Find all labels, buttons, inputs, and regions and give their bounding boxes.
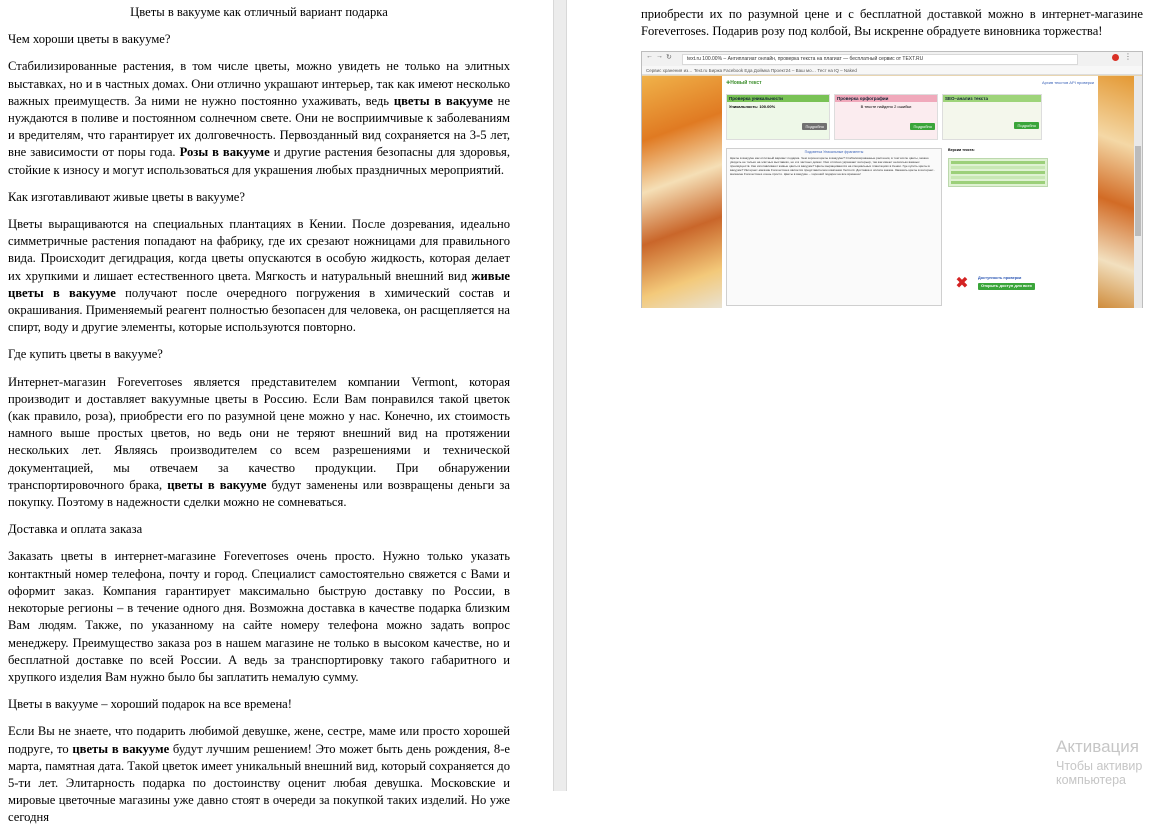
promo-block (978, 276, 1044, 290)
section-heading: Как изготавливают живые цветы в вакууме? (8, 189, 245, 204)
seo-box (942, 94, 1042, 140)
document-title: Цветы в вакууме как отличный вариант подарка (130, 5, 388, 19)
section-heading: Доставка и оплата заказа (8, 522, 143, 537)
document-body (8, 4, 510, 837)
spelling-box (834, 94, 938, 140)
uniqueness-box (726, 94, 830, 140)
promo-title: Доступность проверки (978, 276, 1022, 280)
section-heading: Цветы в вакууме – хороший подарок на все времена! (8, 697, 292, 712)
paragraph: Интернет-магазин Foreverroses является представителем компании Vermont, которая производит и доставляет вакуумные цветы в Россию. Если Вам понравился такой цветок (как правило, роза), приобрести его по разумной цене можно у нас. Конечно, их стоимость намного выше простых цветов, но ведь они не теряют внешний вид на протяжении нескольких лет. Являясь производителем со всем разрешениями и технической документацией, мы отвечаем за качество продукции. При обнаружении транспортировочного брака, цветы в вакууме будут заменены или возвращены деньги за покупку. Поэтому в надежности сделки можно не сомневаться. (8, 374, 510, 510)
windows-activation-watermark: Активация Чтобы активир компьютера (1056, 737, 1143, 787)
document-page-left (0, 0, 553, 825)
spelling-subtitle: В тексте найдено 2 ошибки (860, 104, 912, 109)
menu-icon: ⋮ (1124, 52, 1132, 61)
uniqueness-title: Проверка уникальности (727, 95, 829, 102)
results-sidebar (948, 148, 1048, 306)
document-page-right (567, 0, 1160, 791)
document-body-continued (641, 6, 1143, 40)
browser-scrollbar (1134, 76, 1142, 308)
section-heading: Чем хороши цветы в вакууме? (8, 32, 171, 47)
address-bar: text.ru 100.00% – Антиплагиат онлайн, проверка текста на плагиат — бесплатный сервис от TEXT.RU (682, 54, 1078, 65)
forward-icon: → (656, 53, 663, 60)
paragraph: приобрести их по разумной цене и с бесплатной доставкой можно в интернет-магазине Foreverroses. Подарив розу под колбой, Вы искренне обрадуете виновника торжества! (641, 7, 1143, 39)
uniqueness-value: Уникальность: 100.00% (729, 104, 776, 109)
autumn-background-left (642, 76, 722, 308)
paragraph: Цветы выращиваются на специальных плантациях в Кении. После дозревания, идеально симметричные растения попадают на фабрику, где их срезают ножницами для правильного вида. Происходит дегидрация, когда цветы опускаются в особую жидкость, которая делает их хрупкими и лишает естественного цвета. Мягкость и натуральный внешний вид живые цветы в вакууме получают после очередного погружения в химический состав и окрашивания. Применяемый реагент полностью безопасен для человека, он расщепляется на спирт, воду и другие элементы, которые используются повторно. (8, 217, 510, 335)
back-icon: ← (646, 53, 653, 60)
uniqueness-details-button: Подробно (802, 123, 827, 130)
page-gutter (553, 0, 567, 791)
section-heading: Где купить цветы в вакууме? (8, 347, 163, 362)
close-icon: ✖ (955, 275, 969, 292)
seo-details-button: Подробно (1014, 122, 1039, 129)
reload-icon: ↻ (666, 54, 672, 61)
editor-tabs: Подсветка Уникальные фрагменты (804, 150, 864, 154)
promo-button: Открыть доступ для всех (978, 283, 1035, 289)
site-top-links: Архив текстов API проверки (1041, 80, 1094, 85)
spelling-details-button: Подробно (910, 123, 935, 130)
paragraph: Заказать цветы в интернет-магазине Foreverroses очень просто. Нужно только указать контактный номер телефона, почту и город. Специалист самостоятельно свяжется с Вами и оформит заказ. Компания гарантирует максимально быструю доставку по России, в некоторые регионы – в течение одного дня. Возможна доставка в качестве подарка близким Вам людям. Также, по указанному на сайте номеру телефона можно задать вопрос менеджеру. Преимущество заказа роз в нашем магазине не только в высоком качестве, но и бесплатной доставке по всей России. А ведь за транспортировку такого габаритного и хрупкого изделия Вам нужно было бы заплатить немалую сумму. (8, 549, 510, 684)
paragraph: Стабилизированные растения, в том числе цветы, можно увидеть не только на элитных выставках, но и в частных домах. Они отлично украшают интерьер, так как имеют несколько важных преимуществ. За ними не нужно постоянно ухаживать, ведь цветы в вакууме не нуждаются в поливе и постоянном солнечном свете. Они не восприимчивые к заболеваниям и вредителям, что гарантирует их долговечность. Первозданный вид сохраняется на 3-5 лет, вне зависимости от поры года. Розы в вакууме и другие растения безопасны для здоровья, стойкие к износу и могут использоваться для украшения любых праздничных мероприятий. (8, 59, 511, 177)
seo-title: SEO–анализ текста (943, 95, 1041, 102)
editor-text: Цветы в вакууме как отличный вариант подарка. Чем хороши цветы в вакууме? Стабилизированные растения, в том числе цветы, можно увидеть не только на элитных выставках, но и в частных домах. Они отлично украшают интерьер, так как имеют несколько важных преимуществ. Как изготавливают живые цветы в вакууме? Цветы выращиваются на специальных плантациях в Кении. Где купить цветы в вакууме? Интернет-магазин Foreverroses является представителем компании Vermont. Доставка и оплата заказа. Заказать цветы в интернет-магазине Foreverroses очень просто. Цветы в вакууме – хороший подарок на все времена! (730, 155, 935, 176)
site-logo: ✚Новый текст (726, 80, 762, 86)
versions-label: Версии текста: (948, 148, 975, 152)
results-table (948, 158, 1048, 187)
text-editor (726, 148, 942, 306)
bookmarks-bar: Сервис хранения из… Text.ru Биржа Facebook Eда Доймка Проект24 – Ваш мо… Тест на IQ – Naked (642, 66, 1142, 75)
browser-toolbar (642, 52, 1142, 67)
paragraph: Если Вы не знаете, что подарить любимой девушке, жене, сестре, маме или просто хорошей подруге, то цветы в вакууме будут лучшим решением! Это может быть день рождения, 8-е марта, памятная дата. Такой цветок имеет уникальный внешний вид, который сохраняется до 5-ти лет. Элитарность подарка по достоинству оценит любая девушка. Московские и мировые цветочные магазины уже давно стоят в очереди за покупкой таких изделий. Но уже сегодня (8, 724, 510, 825)
spelling-title: Проверка орфографии (835, 95, 937, 102)
textru-page (722, 76, 1098, 308)
embedded-screenshot (641, 51, 1143, 308)
profile-icon (1112, 54, 1119, 61)
